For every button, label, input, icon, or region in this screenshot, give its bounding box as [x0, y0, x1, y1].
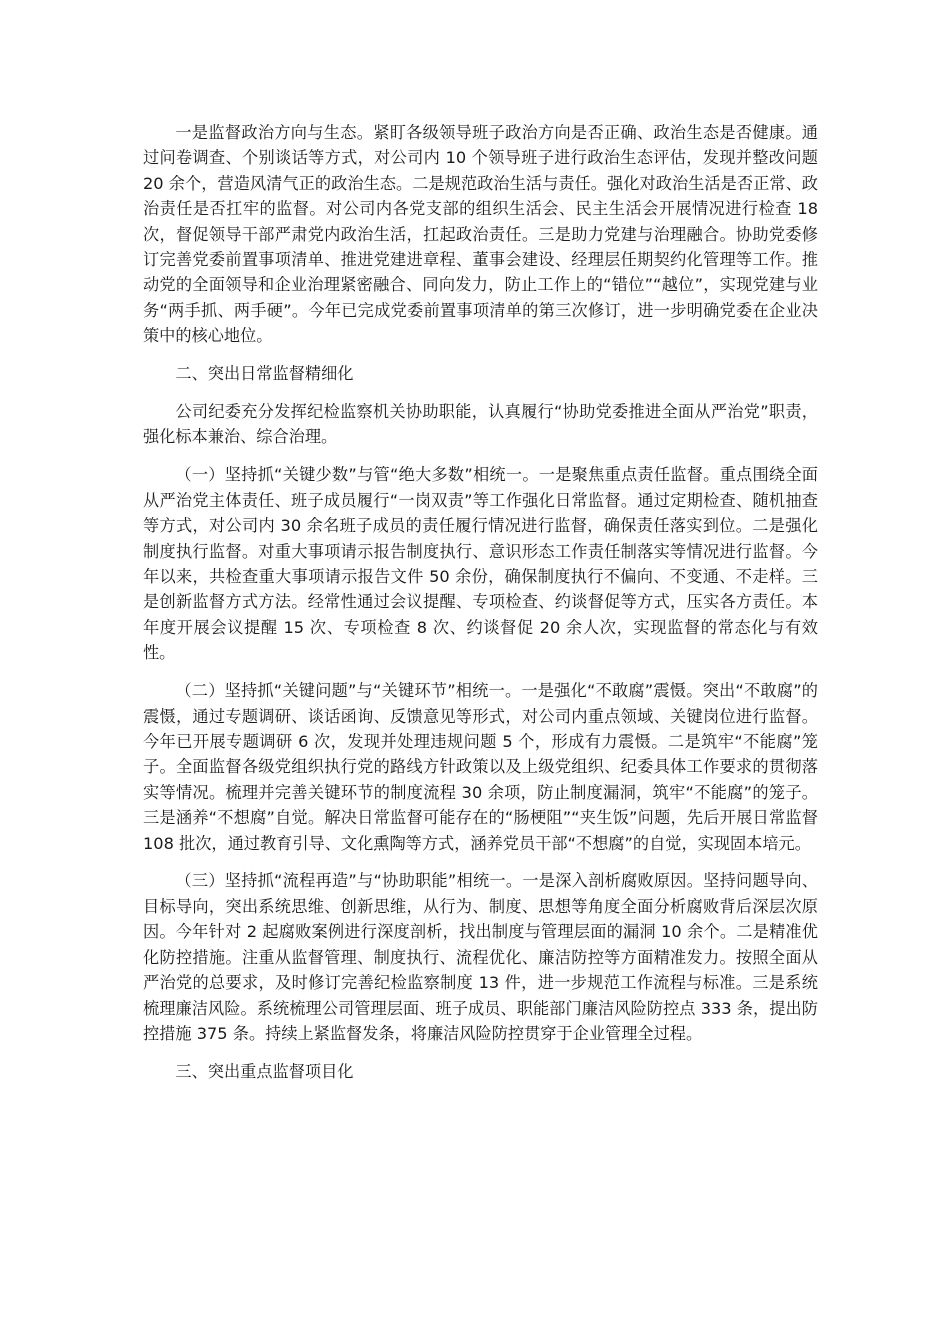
document-page	[143, 120, 818, 1097]
paragraph-process-reengineering: （三）坚持抓“流程再造”与“协助职能”相统一。一是深入剖析腐败原因。坚持问题导向、目标导向，突出系统思维、创新思维，从行为、制度、思想等角度全面分析腐败背后深层次原因。今年针对 2 起腐败案例进行深度剖析，找出制度与管理层面的漏洞 10 余个。二是精准优化防控措施。注重从监督管理、制度执行、流程优化、廉洁防控等方面精准发力。按照全面从严治党的总要求，及时修订完善纪检监察制度 13 件，进一步规范工作流程与标准。三是系统梳理廉洁风险。系统梳理公司管理层面、班子成员、职能部门廉洁风险防控点 333 条，提出防控措施 375 条。持续上紧监督发条，将廉洁风险防控贯穿于企业管理全过程。	[143, 871, 818, 1043]
paragraph-discipline-committee-role: 公司纪委充分发挥纪检监察机关协助职能，认真履行“协助党委推进全面从严治党”职责，强化标本兼治、综合治理。	[143, 402, 818, 447]
paragraph-key-minority: （一）坚持抓“关键少数”与管“绝大多数”相统一。一是聚焦重点责任监督。重点围绕全面从严治党主体责任、班子成员履行“一岗双责”等工作强化日常监督。通过定期检查、随机抽查等方式，对公司内 30 余名班子成员的责任履行情况进行监督，确保责任落实到位。二是强化制度执行监督。对重大事项请示报告制度执行、意识形态工作责任制落实等情况进行监督。今年以来，共检查重大事项请示报告文件 50 余份，确保制度执行不偏向、不变通、不走样。三是创新监督方式方法。经常性通过会议提醒、专项检查、约谈督促等方式，压实各方责任。本年度开展会议提醒 15 次、专项检查 8 次、约谈督促 20 余人次，实现监督的常态化与有效性。	[143, 465, 818, 663]
section-heading-daily-supervision: 二、突出日常监督精细化	[175, 364, 354, 384]
paragraph-key-issues: （二）坚持抓“关键问题”与“关键环节”相统一。一是强化“不敢腐”震慑。突出“不敢腐”的震慑，通过专题调研、谈话函询、反馈意见等形式，对公司内重点领域、关键岗位进行监督。今年已开展专题调研 6 次，发现并处理违规问题 5 个，形成有力震慑。二是筑牢“不能腐”笼子。全面监督各级党组织执行党的路线方针政策以及上级党组织、纪委具体工作要求的贯彻落实等情况。梳理并完善关键环节的制度流程 30 余项，防止制度漏洞，筑牢“不能腐”的笼子。三是涵养“不想腐”自觉。解决日常监督可能存在的“肠梗阻”“夹生饭”问题，先后开展日常监督 108 批次，通过教育引导、文化熏陶等方式，涵养党员干部“不想腐”的自觉，实现固本培元。	[143, 681, 818, 853]
section-heading-key-projects: 三、突出重点监督项目化	[175, 1061, 354, 1081]
paragraph-political-supervision: 一是监督政治方向与生态。紧盯各级领导班子政治方向是否正确、政治生态是否健康。通过问卷调查、个别谈话等方式，对公司内 10 个领导班子进行政治生态评估，发现并整改问题 20 余个，营造风清气正的政治生态。二是规范政治生活与责任。强化对政治生活是否正常、政治责任是否扛牢的监督。对公司内各党支部的组织生活会、民主生活会开展情况进行检查 18 次，督促领导干部严肃党内政治生活，扛起政治责任。三是助力党建与治理融合。协助党委修订完善党委前置事项清单、推进党建进章程、董事会建设、经理层任期契约化管理等工作。推动党的全面领导和企业治理紧密融合、同向发力，防止工作上的“错位”“越位”，实现党建与业务“两手抓、两手硬”。今年已完成党委前置事项清单的第三次修订，进一步明确党委在企业决策中的核心地位。	[143, 123, 818, 346]
